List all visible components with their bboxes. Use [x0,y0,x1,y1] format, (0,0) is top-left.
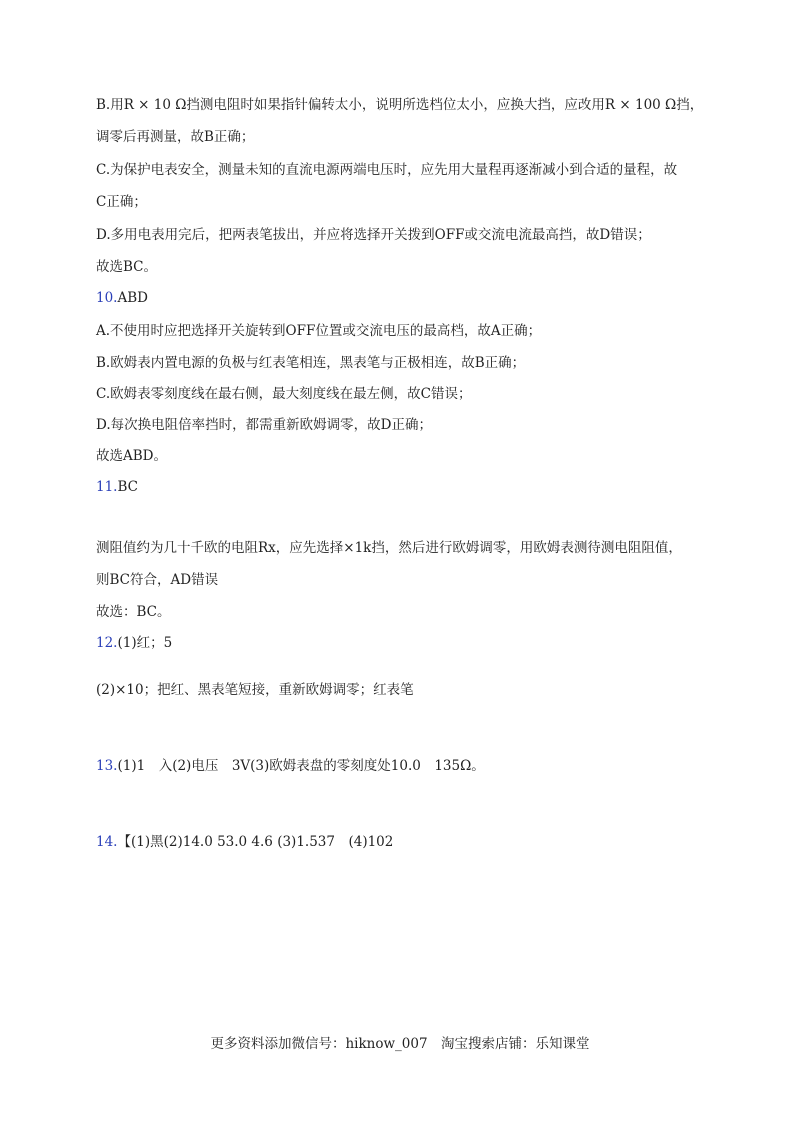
text-line: C.为保护电表安全，测量未知的直流电源两端电压时，应先用大量程再逐渐减小到合适的量程，故 [96,162,678,178]
question-number: 10. [96,290,118,306]
text-line: D.多用电表用完后，把两表笔拔出，并应将选择开关拨到OFF或交流电流最高挡，故D错误； [96,227,651,243]
text-line: 故选：BC。 [96,604,171,620]
text-line: 则BC符合，AD错误 [96,572,219,588]
question-number: 11. [96,479,118,495]
question-heading [96,477,138,497]
question-number: 12. [96,635,118,651]
text-line: 故选ABD。 [96,448,167,464]
text-line: C正确； [96,194,147,210]
question-heading [96,633,172,653]
text-line: 故选BC。 [96,259,158,275]
text-line: 测阻值约为几十千欧的电阻Rx，应先选择×1k挡，然后进行欧姆调零，用欧姆表测待测电阻阻值， [96,540,682,556]
question-heading [96,756,485,776]
question-heading [96,832,393,852]
text-line: B.用R × 10 Ω挡测电阻时如果指针偏转太小，说明所选档位太小，应换大挡，应改用R × 100 Ω挡， [96,97,704,113]
text-line: 调零后再测量，故B正确； [96,129,255,145]
text-line: A.不使用时应把选择开关旋转到OFF位置或交流电压的最高档，故A正确； [96,323,542,339]
question-heading [96,288,148,308]
answer-text: ABD [117,290,148,306]
text-line: B.欧姆表内置电源的负极与红表笔相连，黑表笔与正极相连，故B正确； [96,355,526,371]
answer-text: (1)红；5 [117,635,173,651]
text-line: C.欧姆表零刻度线在最右侧，最大刻度线在最左侧，故C错误； [96,386,472,402]
answer-text: (1)1 入(2)电压 3V(3)欧姆表盘的零刻度处10.0 135Ω。 [117,758,485,774]
question-number: 13. [96,758,118,774]
question-number: 14. [96,834,118,850]
page-footer: 更多资料添加微信号：hiknow_007 淘宝搜索店铺：乐知课堂 [210,1036,590,1052]
text-line: D.每次换电阻倍率挡时，都需重新欧姆调零，故D正确； [96,417,432,433]
answer-text: 【(1)黑(2)14.0 53.0 4.6 (3)1.537 (4)102 [117,834,394,850]
text-line: (2)×10；把红、黑表笔短接，重新欧姆调零；红表笔 [96,682,414,698]
answer-text: BC [117,479,138,495]
